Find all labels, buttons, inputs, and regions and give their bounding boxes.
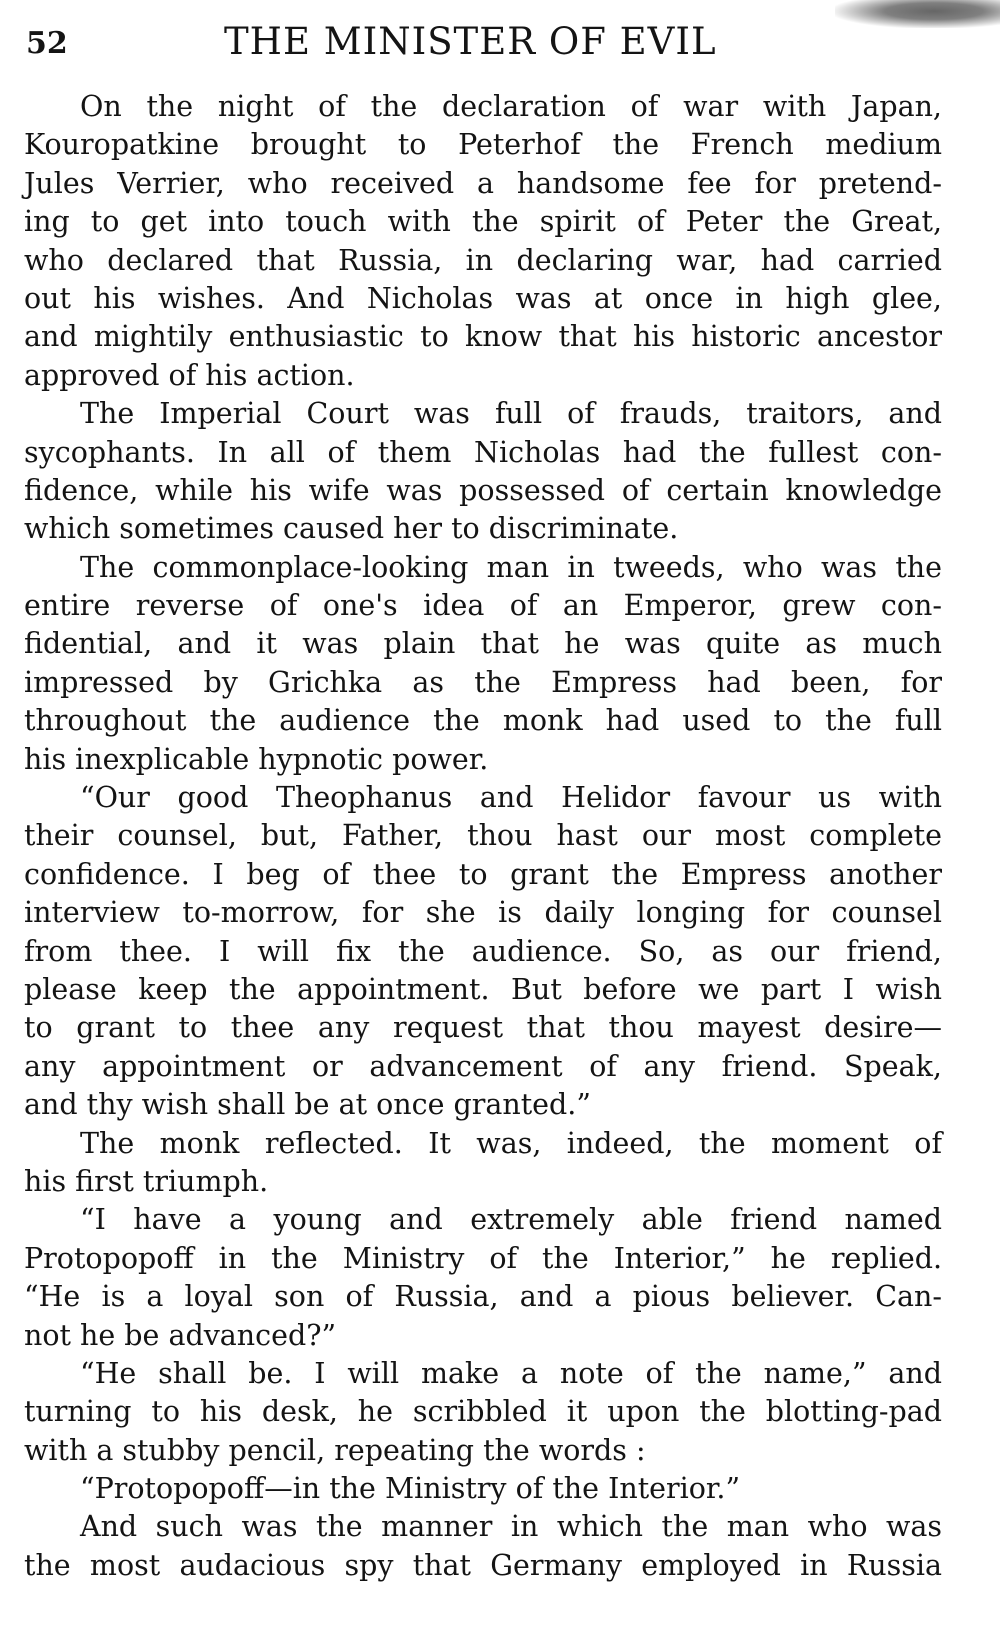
- text-line: interview to-morrow, for she is daily longing for counsel: [24, 896, 942, 930]
- text-line: “Protopopoff—in the Ministry of the Interior.”: [80, 1472, 741, 1506]
- text-line: confidence. I beg of thee to grant the Empress another: [24, 857, 942, 891]
- text-line: sycophants. In all of them Nicholas had the fullest con-: [24, 435, 942, 469]
- body-text: [24, 88, 942, 1585]
- text-line: and thy wish shall be at once granted.”: [24, 1088, 591, 1122]
- text-line: “I have a young and extremely able friend named: [80, 1203, 942, 1237]
- text-line: ing to get into touch with the spirit of Peter the Great,: [24, 205, 942, 239]
- text-line: The Imperial Court was full of frauds, traitors, and: [80, 397, 942, 431]
- text-line: not he be advanced?”: [24, 1318, 337, 1352]
- text-line: fidence, while his wife was possessed of certain knowledge: [24, 473, 942, 507]
- text-line: Jules Verrier, who received a handsome fee for pretend-: [24, 166, 942, 200]
- text-line: throughout the audience the monk had used to the full: [24, 704, 942, 738]
- text-line: The commonplace-looking man in tweeds, who was the: [80, 550, 942, 584]
- text-line: to grant to thee any request that thou mayest desire—: [24, 1011, 942, 1045]
- text-line: which sometimes caused her to discriminate.: [24, 512, 679, 546]
- text-line: impressed by Grichka as the Empress had been, for: [24, 665, 942, 699]
- running-title: THE MINISTER OF EVIL: [224, 20, 717, 63]
- text-line: “He is a loyal son of Russia, and a pious believer. Can-: [24, 1280, 942, 1314]
- text-line: their counsel, but, Father, thou hast our most complete: [24, 819, 942, 853]
- text-line: Kouropatkine brought to Peterhof the French medium: [24, 128, 942, 162]
- text-line: the most audacious spy that Germany employed in Russia: [24, 1548, 942, 1582]
- scan-smudge: [835, 0, 1000, 28]
- text-line: “He shall be. I will make a note of the name,” and: [80, 1356, 942, 1390]
- text-line: and mightily enthusiastic to know that his historic ancestor: [24, 320, 942, 354]
- text-line: “Our good Theophanus and Helidor favour us with: [80, 781, 942, 815]
- text-line: his first triumph.: [24, 1164, 269, 1198]
- text-line: Protopopoff in the Ministry of the Interior,” he replied.: [24, 1241, 942, 1275]
- text-line: On the night of the declaration of war with Japan,: [80, 90, 942, 123]
- text-line: And such was the manner in which the man who was: [80, 1510, 942, 1544]
- text-line: any appointment or advancement of any friend. Speak,: [24, 1049, 942, 1083]
- text-line: please keep the appointment. But before we part I wish: [24, 972, 942, 1006]
- text-line: from thee. I will fix the audience. So, as our friend,: [24, 934, 942, 968]
- text-line: The monk reflected. It was, indeed, the moment of: [80, 1126, 942, 1160]
- text-line: with a stubby pencil, repeating the words :: [24, 1433, 646, 1467]
- text-line: turning to his desk, he scribbled it upon the blotting-pad: [24, 1395, 942, 1429]
- page-number: 52: [26, 26, 68, 61]
- text-line: fidential, and it was plain that he was quite as much: [24, 627, 942, 661]
- running-head: [26, 14, 806, 74]
- text-line: out his wishes. And Nicholas was at once in high glee,: [24, 281, 942, 315]
- text-line: entire reverse of one's idea of an Emperor, grew con-: [24, 589, 942, 623]
- text-line: approved of his action.: [24, 358, 355, 392]
- text-line: his inexplicable hypnotic power.: [24, 742, 489, 776]
- text-line: who declared that Russia, in declaring war, had carried: [24, 243, 942, 277]
